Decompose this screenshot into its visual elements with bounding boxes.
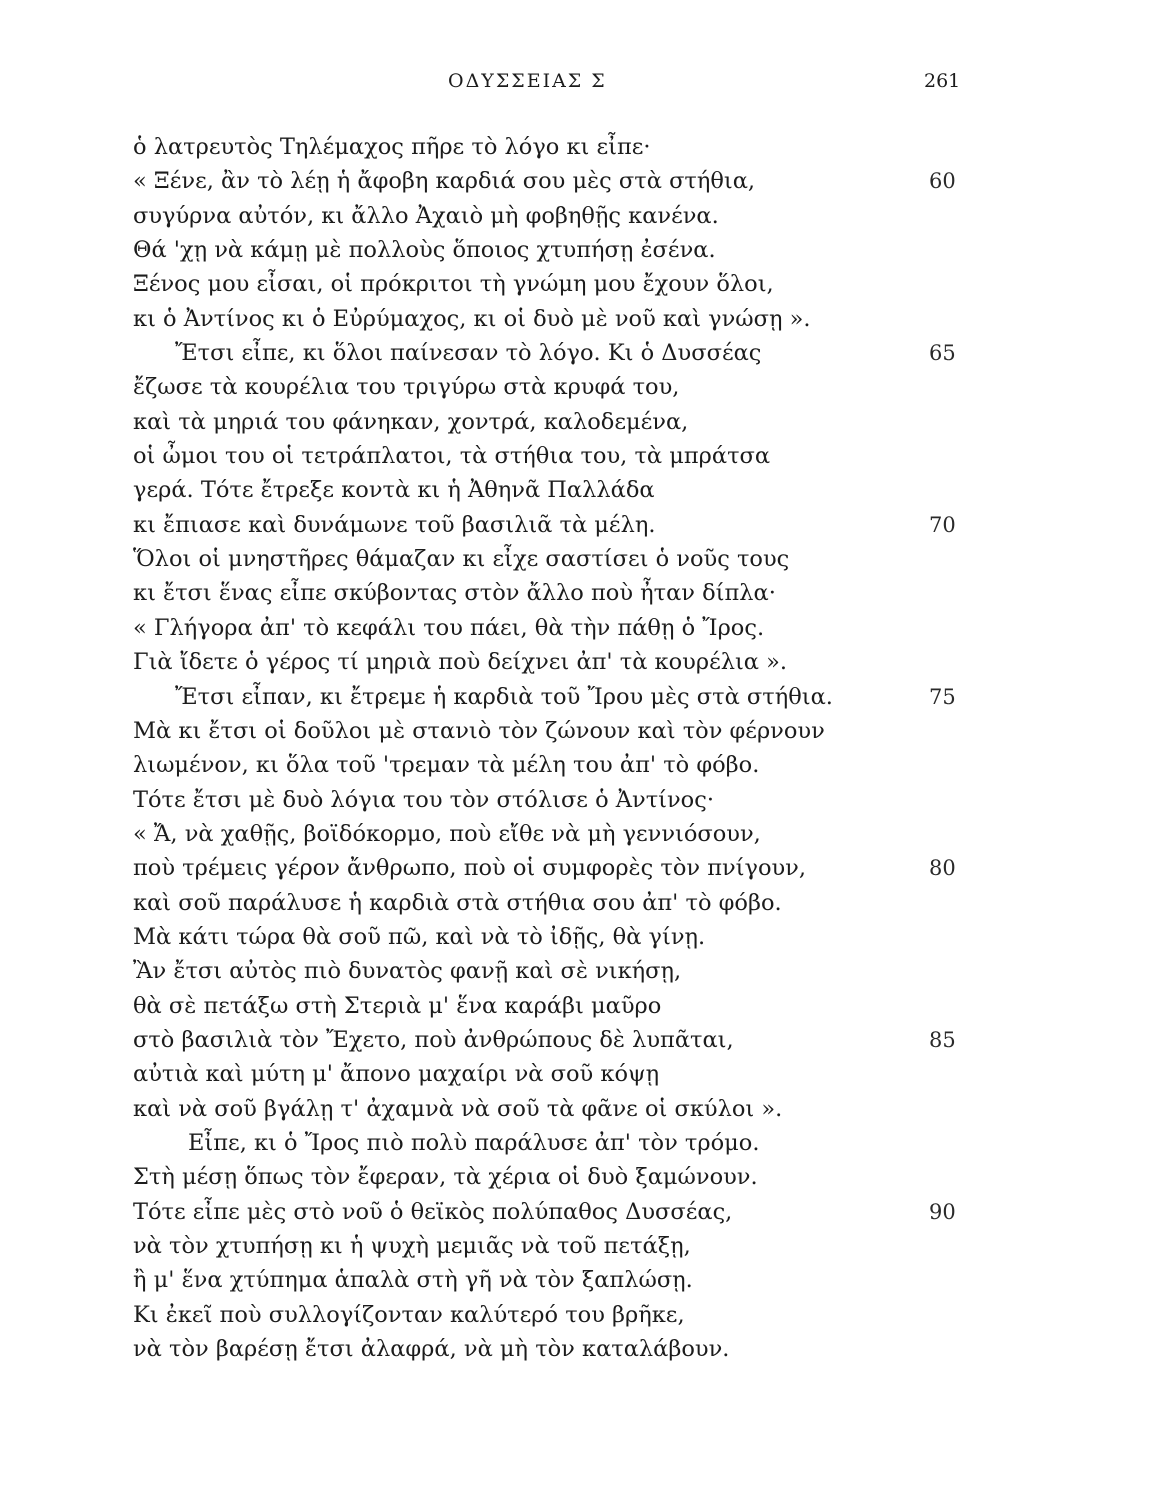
verse-line-text: Κι ἐκεῖ ποὺ συλλογίζονταν καλύτερό του βρῆκε, (133, 1301, 685, 1328)
verse-line-text: « Ἄ, νὰ χαθῇς, βοϊδόκορμο, ποὺ εἴθε νὰ μὴ γεννιόσουν, (133, 820, 761, 847)
verse-line (0, 989, 1165, 1023)
verse-line (0, 611, 1165, 645)
verse-line (0, 1057, 1165, 1091)
verse-line-text: « Γλήγορα ἀπ' τὸ κεφάλι του πάει, θὰ τὴν πάθῃ ὁ Ἴρος. (133, 614, 765, 641)
verse-line (0, 1126, 1165, 1160)
line-number: 85 (929, 1027, 956, 1052)
verse-line (0, 542, 1165, 576)
verse-line (0, 1298, 1165, 1332)
verse-line (0, 405, 1165, 439)
verse-line (0, 783, 1165, 817)
verse-line-text: Θά 'χῃ νὰ κάμῃ μὲ πολλοὺς ὅποιος χτυπήσῃ ἐσένα. (133, 237, 716, 264)
line-number: 60 (929, 169, 956, 194)
verse-line-text: οἱ ὦμοι του οἱ τετράπλατοι, τὰ στήθια του, τὰ μπράτσα (133, 443, 771, 470)
verse-line (0, 1229, 1165, 1263)
verse-line-text: Τότε εἶπε μὲς στὸ νοῦ ὁ θεϊκὸς πολύπαθος Δυσσέας, (133, 1198, 733, 1225)
verse-line-text: νὰ τὸν χτυπήσῃ κι ἡ ψυχὴ μεμιᾶς νὰ τοῦ πετάξῃ, (133, 1233, 691, 1259)
verse-line (0, 267, 1165, 301)
verse-line (0, 336, 1165, 370)
verse-line-text: Τότε ἔτσι μὲ δυὸ λόγια του τὸν στόλισε ὁ Ἀντίνος· (133, 786, 714, 813)
verse-line (0, 370, 1165, 404)
verse-line-text: Μὰ κάτι τώρα θὰ σοῦ πῶ, καὶ νὰ τὸ ἰδῇς, θὰ γίνῃ. (133, 923, 706, 950)
verse-block (0, 130, 1165, 1366)
verse-line (0, 645, 1165, 679)
line-number: 75 (929, 684, 956, 709)
verse-line (0, 817, 1165, 851)
verse-line-text: « Ξένε, ἂν τὸ λέῃ ἡ ἄφοβη καρδιά σου μὲς στὰ στήθια, (133, 168, 756, 195)
verse-line (0, 1332, 1165, 1366)
line-number: 65 (929, 341, 956, 366)
verse-line (0, 473, 1165, 507)
verse-line-text: στὸ βασιλιὰ τὸν Ἔχετο, ποὺ ἀνθρώπους δὲ λυπᾶται, (133, 1026, 734, 1053)
verse-line-text: ὁ λατρευτὸς Τηλέμαχος πῆρε τὸ λόγο κι εἶπε· (133, 134, 651, 160)
verse-line-text: Ἔτσι εἶπαν, κι ἔτρεμε ἡ καρδιὰ τοῦ Ἴρου μὲς στὰ στήθια. (175, 683, 833, 710)
verse-line (0, 886, 1165, 920)
verse-line-text: θὰ σὲ πετάξω στὴ Στεριὰ μ' ἕνα καράβι μαῦρο (133, 992, 662, 1019)
verse-line (0, 439, 1165, 473)
verse-line (0, 508, 1165, 542)
page-number: 261 (924, 70, 961, 92)
verse-line (0, 1160, 1165, 1194)
verse-line-text: Στὴ μέσῃ ὅπως τὸν ἔφεραν, τὰ χέρια οἱ δυὸ ξαμώνουν. (133, 1164, 758, 1191)
verse-line (0, 164, 1165, 198)
verse-line (0, 920, 1165, 954)
verse-line (0, 748, 1165, 782)
verse-line-text: συγύρνα αὐτόν, κι ἄλλο Ἀχαιὸ μὴ φοβηθῇς κανένα. (133, 202, 719, 229)
verse-line (0, 576, 1165, 610)
verse-line-text: κι ὁ Ἀντίνος κι ὁ Εὐρύμαχος, κι οἱ δυὸ μὲ νοῦ καὶ γνώσῃ ». (133, 305, 811, 332)
verse-line-text: ἔζωσε τὰ κουρέλια του τριγύρω στὰ κρυφά του, (133, 374, 680, 401)
running-title: ΟΔΥΣΣΕΙΑΣ Σ (448, 70, 607, 92)
verse-line-text: Εἶπε, κι ὁ Ἴρος πιὸ πολὺ παράλυσε ἀπ' τὸν τρόμο. (188, 1129, 760, 1156)
verse-line-text: Γιὰ ἴδετε ὁ γέρος τί μηριὰ ποὺ δείχνει ἀπ' τὰ κουρέλια ». (133, 649, 788, 676)
verse-line-text: ἢ μ' ἕνα χτύπημα ἁπαλὰ στὴ γῆ νὰ τὸν ξαπλώσῃ. (133, 1267, 693, 1294)
verse-line-text: λιωμένον, κι ὅλα τοῦ 'τρεμαν τὰ μέλη του ἀπ' τὸ φόβο. (133, 752, 760, 779)
verse-line-text: καὶ τὰ μηριά του φάνηκαν, χοντρά, καλοδεμένα, (133, 408, 689, 435)
verse-line-text: Ἔτσι εἶπε, κι ὅλοι παίνεσαν τὸ λόγο. Κι ὁ Δυσσέας (175, 340, 762, 367)
verse-line (0, 954, 1165, 988)
verse-line (0, 199, 1165, 233)
verse-line (0, 1195, 1165, 1229)
verse-line (0, 1263, 1165, 1297)
line-number: 90 (929, 1199, 956, 1224)
verse-line-text: καὶ νὰ σοῦ βγάλῃ τ' ἀχαμνὰ νὰ σοῦ τὰ φᾶνε οἱ σκύλοι ». (133, 1095, 783, 1122)
verse-line-text: αὐτιὰ καὶ μύτη μ' ἄπονο μαχαίρι νὰ σοῦ κόψῃ (133, 1061, 660, 1088)
verse-line (0, 714, 1165, 748)
verse-line-text: νὰ τὸν βαρέσῃ ἔτσι ἀλαφρά, νὰ μὴ τὸν καταλάβουν. (133, 1336, 730, 1363)
verse-line-text: κι ἔτσι ἕνας εἶπε σκύβοντας στὸν ἄλλο ποὺ ἦταν δίπλα· (133, 580, 776, 607)
line-number: 70 (929, 512, 956, 537)
verse-line (0, 1023, 1165, 1057)
verse-line (0, 851, 1165, 885)
verse-line (0, 680, 1165, 714)
verse-line-text: Ὅλοι οἱ μνηστῆρες θάμαζαν κι εἶχε σαστίσει ὁ νοῦς τους (133, 546, 790, 573)
verse-line-text: Ἂν ἔτσι αὐτὸς πιὸ δυνατὸς φανῇ καὶ σὲ νικήσῃ, (133, 958, 682, 985)
verse-line (0, 233, 1165, 267)
verse-line (0, 130, 1165, 164)
verse-line (0, 302, 1165, 336)
verse-line-text: γερά. Τότε ἔτρεξε κοντὰ κι ἡ Ἀθηνᾶ Παλλάδα (133, 477, 655, 504)
line-number: 80 (929, 856, 956, 881)
verse-line-text: κι ἔπιασε καὶ δυνάμωνε τοῦ βασιλιᾶ τὰ μέλη. (133, 511, 656, 538)
verse-line-text: ποὺ τρέμεις γέρον ἄνθρωπο, ποὺ οἱ συμφορὲς τὸν πνίγουν, (133, 855, 807, 882)
verse-line (0, 1092, 1165, 1126)
verse-line-text: Ξένος μου εἶσαι, οἱ πρόκριτοι τὴ γνώμη μου ἔχουν ὅλοι, (133, 271, 774, 298)
verse-line-text: Μὰ κι ἔτσι οἱ δοῦλοι μὲ στανιὸ τὸν ζώνουν καὶ τὸν φέρνουν (133, 717, 825, 744)
verse-line-text: καὶ σοῦ παράλυσε ἡ καρδιὰ στὰ στήθια σου ἀπ' τὸ φόβο. (133, 889, 782, 916)
